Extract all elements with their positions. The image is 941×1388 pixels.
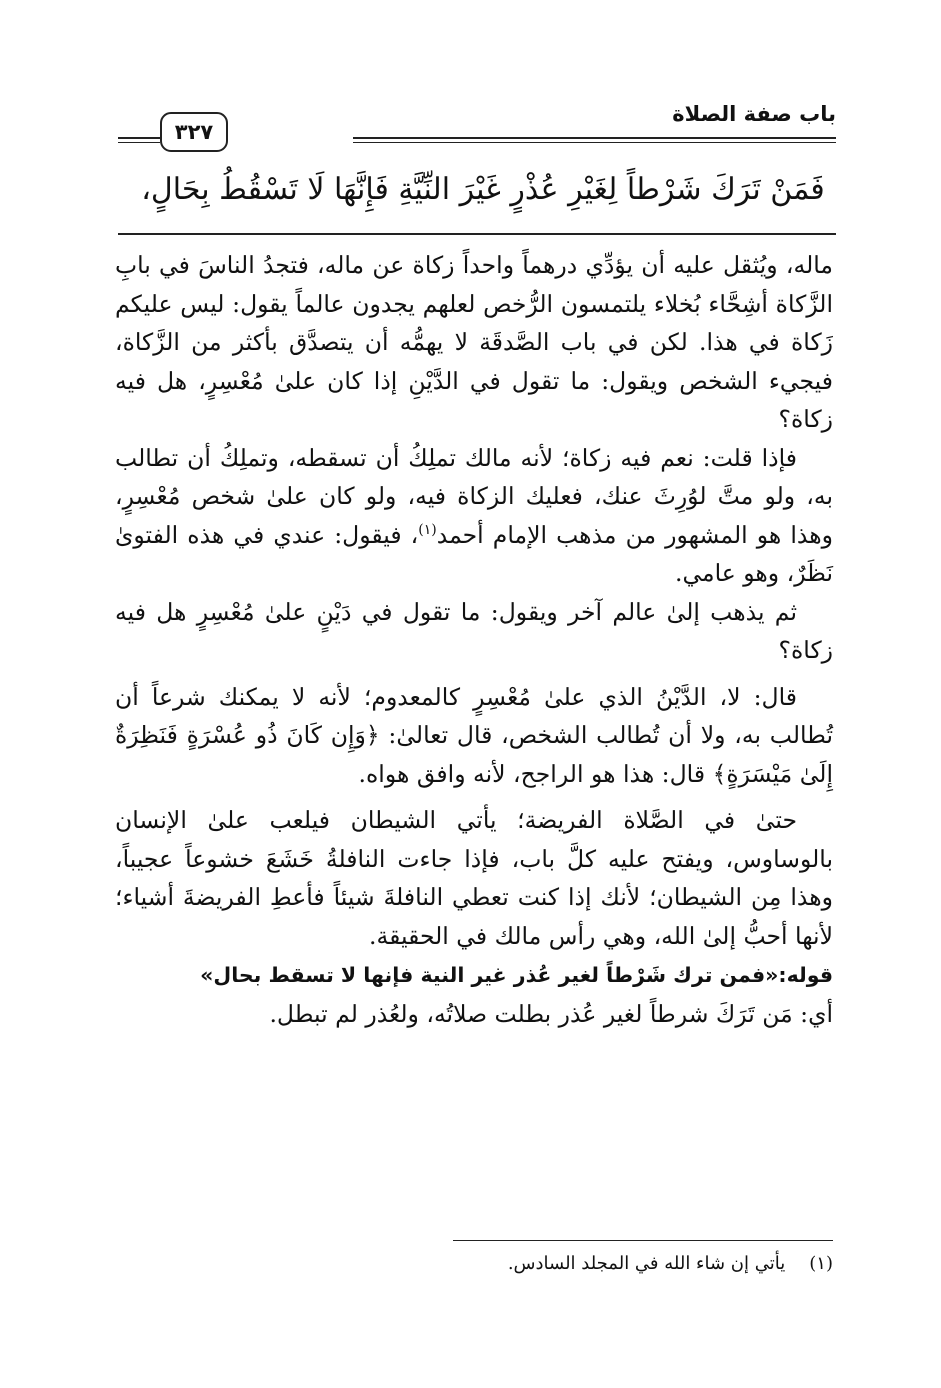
paragraph-text: فإذا قلت: نعم فيه زكاة؛ لأنه مالك تملِكُ أن تسقطه، وتملِكُ أن تطالب به، ولو متَّ لوُرِثَ عنك، فعليك الزكاة فيه، ولو كان علىٰ شخص مُعْسِرٍ، وهذا هو المشهور من مذهب الإمام أحمد	[115, 443, 834, 549]
explanation: أي: مَن تَرَكَ شرطاً لغير عُذر بطلت صلاتُه، ولعُذر لم تبطل.	[269, 999, 833, 1028]
qawluhu-label: قوله:	[778, 963, 833, 987]
paragraph-text: ، فيقول: عندي في هذه الفتوىٰ نَظَرٌ، وهو عامي.	[115, 520, 833, 587]
page-header	[118, 100, 836, 156]
footnote-marker[interactable]: (١)	[418, 521, 437, 538]
quran-verse: ﴿وَإِن كَانَ ذُو عُسْرَةٍ فَنَظِرَةٌ إِلَىٰ مَيْسَرَةٍ﴾	[115, 721, 833, 788]
paragraph: حتىٰ في الصَّلاة الفريضة؛ يأتي الشيطان فيلعب علىٰ الإنسان بالوساوس، ويفتح عليه كلَّ باب، فإذا جاءت النافلةُ خَشَعَ خشوعاً عجيباً، وهذا مِن الشيطان؛ لأنك إذا كنت تعطي النافلةَ شيئاً فأعطِ الفريضةَ أشياء؛ لأنها أحبُّ إلىٰ الله، وهي رأس مالك في الحقيقة.	[115, 806, 833, 950]
paragraph-text: قال: هذا هو الراجح، لأنه وافق هواه.	[358, 759, 706, 788]
header-rule-left	[118, 137, 160, 139]
paragraph	[115, 678, 833, 794]
paragraph: ثم يذهب إلىٰ عالم آخر ويقول: ما تقول في دَيْنٍ علىٰ مُعْسِرٍ هل فيه زكاة؟	[115, 597, 833, 664]
footnote-text: يأتي إن شاء الله في المجلد السادس.	[507, 1253, 786, 1274]
paragraph	[115, 439, 833, 593]
page-number: ٣٢٧	[160, 112, 228, 152]
header-rule-right-thin	[353, 142, 836, 143]
matn-divider	[118, 233, 836, 235]
footnote-divider	[453, 1240, 833, 1241]
paragraph-text: قال: لا، الدَّيْنُ الذي علىٰ مُعْسِرٍ كالمعدوم؛ لأنه لا يمكنك شرعاً أن تُطالب به، ولا أن تُطالب الشخص، قال تعالىٰ:	[115, 682, 833, 749]
paragraph: ماله، ويُثقل عليه أن يؤدِّي درهماً واحداً زكاة عن ماله، فتجدُ الناسَ في بابِ الزَّكاة أشِحَّاء بُخلاء يلتمسون الرُّخص لعلهم يجدون عالماً يقول: ليس عليكم زَكاة في هذا. لكن في باب الصَّدقَة لا يهمُّه أن يتصدَّق بأكثر من الزَّكاة، فيجيء الشخص ويقول: ما تقول في الدَّيْنِ إذا كان علىٰ مُعْسِرٍ، هل فيه زكاة؟	[115, 251, 833, 433]
header-rule-left-thin	[118, 142, 160, 143]
commentary-body	[115, 246, 833, 1033]
matn-text: فَمَنْ تَرَكَ شَرْطاً لِغَيْرِ عُذْرٍ غَيْرَ النِّيَّةِ فَإِنَّهَا لَا تَسْقُطُ بِحَالٍ،	[141, 172, 825, 207]
qawluhu-line	[115, 955, 833, 995]
header-rule-right	[353, 137, 836, 139]
footnote	[115, 1250, 833, 1278]
footnote-number: (١)	[809, 1253, 833, 1274]
qawluhu-quote: «فمن ترك شَرْطاً لغير عُذر غير النية فإنها لا تسقط بحال»	[200, 963, 779, 987]
chapter-title: باب صفة الصلاة	[672, 102, 836, 126]
